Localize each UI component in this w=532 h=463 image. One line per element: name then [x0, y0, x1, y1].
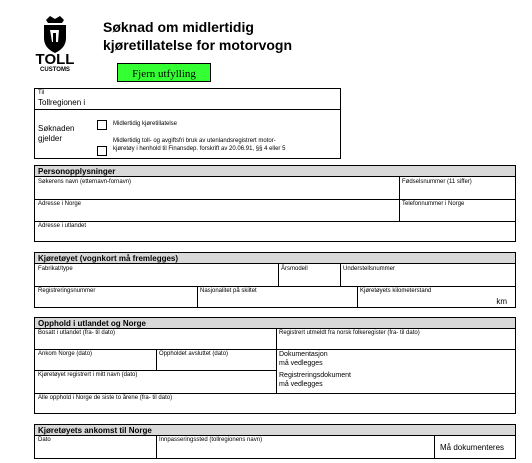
plate-nationality-field[interactable]: Nasjonalitet på skiltet [200, 288, 257, 294]
birth-number-field[interactable]: Fødselsnummer (11 siffer) [402, 179, 472, 185]
vehicle-registered-field[interactable]: Kjøretøyet registrert i mitt navn (dato) [38, 372, 138, 378]
make-type-field[interactable]: Fabrikat/type [38, 266, 73, 272]
form-title-line1: Søknad om midlertidig [103, 19, 254, 35]
address-norway-field[interactable]: Adresse i Norge [38, 201, 82, 207]
arrival-date-field[interactable]: Dato [38, 437, 51, 443]
stay-section [34, 317, 516, 414]
all-stays-field[interactable]: Alle opphold i Norge de siste to årene (fra- til dato) [38, 395, 173, 401]
phone-norway-field[interactable]: Telefonnummer i Norge [402, 201, 465, 207]
registration-number-field[interactable]: Registreringsnummer [38, 288, 96, 294]
stay-section-heading: Opphold i utlandet og Norge [35, 318, 515, 329]
personal-section [34, 165, 516, 242]
application-type-label-line2: gjelder [38, 134, 63, 143]
recipient-field[interactable] [34, 88, 341, 110]
checkbox-temporary-permit[interactable] [97, 120, 107, 130]
arrival-section [34, 424, 516, 459]
chassis-number-field[interactable]: Understellsnummer [343, 266, 396, 272]
option-duty-free-use-label-line1: Midlertidig toll- og avgiftsfri bruk av utenlandsregistrert motor- [113, 138, 276, 144]
logo [32, 14, 78, 76]
odometer-unit: km [496, 297, 507, 306]
clear-form-button-label: Fjern utfylling [132, 68, 196, 80]
option-duty-free-use-label-line2: kjøretøy i henhold til Finansdep. forskrift av 20.06.91, §§ 4 eller 5 [113, 146, 286, 152]
logo-subtext: CUSTOMS [40, 67, 70, 73]
arrival-norway-field[interactable]: Ankom Norge (dato) [38, 351, 93, 357]
vehicle-section [34, 252, 516, 308]
entry-point-field[interactable]: Innpasseringssted (tollregionens navn) [159, 437, 263, 443]
must-document-note: Må dokumenteres [440, 443, 505, 452]
logo-text: TOLL [35, 51, 75, 68]
coat-of-arms-icon [32, 14, 78, 54]
arrival-section-heading: Kjøretøyets ankomst til Norge [35, 425, 515, 436]
form-title-line2: kjøretillatelse for motorvogn [103, 37, 293, 53]
clear-form-button[interactable] [117, 63, 211, 82]
recipient-value: Tollregionen i [38, 98, 86, 107]
personal-section-heading: Personopplysninger [35, 166, 515, 177]
vehicle-section-heading: Kjøretøyet (vognkort må fremlegges) [35, 253, 515, 264]
option-temporary-permit-label: Midlertidig kjøretillatelse [113, 121, 178, 127]
applicant-name-field[interactable]: Søkerens navn (etternavn-fornavn) [38, 179, 132, 185]
registration-doc-note-line1: Registreringsdokument [279, 372, 351, 379]
address-abroad-field[interactable]: Adresse i utlandet [38, 223, 87, 229]
emigration-registry-field[interactable]: Registrert utmeldt fra norsk folkeregister (fra- til dato) [279, 330, 420, 336]
odometer-field[interactable]: Kjøretøyets kilometerstand [360, 288, 432, 294]
recipient-label: Til [38, 90, 45, 96]
resided-abroad-field[interactable]: Bosatt i utlandet (fra- til dato) [38, 330, 116, 336]
model-year-field[interactable]: Årsmodell [281, 266, 308, 272]
documentation-note-line1: Dokumentasjon [279, 351, 328, 358]
documentation-note-line2: må vedlegges [279, 360, 323, 367]
registration-doc-note-line2: må vedlegges [279, 381, 323, 388]
stay-ended-field[interactable]: Oppholdet avsluttet (dato) [159, 351, 229, 357]
application-type-label-line1: Søknaden [38, 124, 75, 133]
application-type-box [34, 109, 341, 159]
checkbox-duty-free-use[interactable] [97, 146, 107, 156]
